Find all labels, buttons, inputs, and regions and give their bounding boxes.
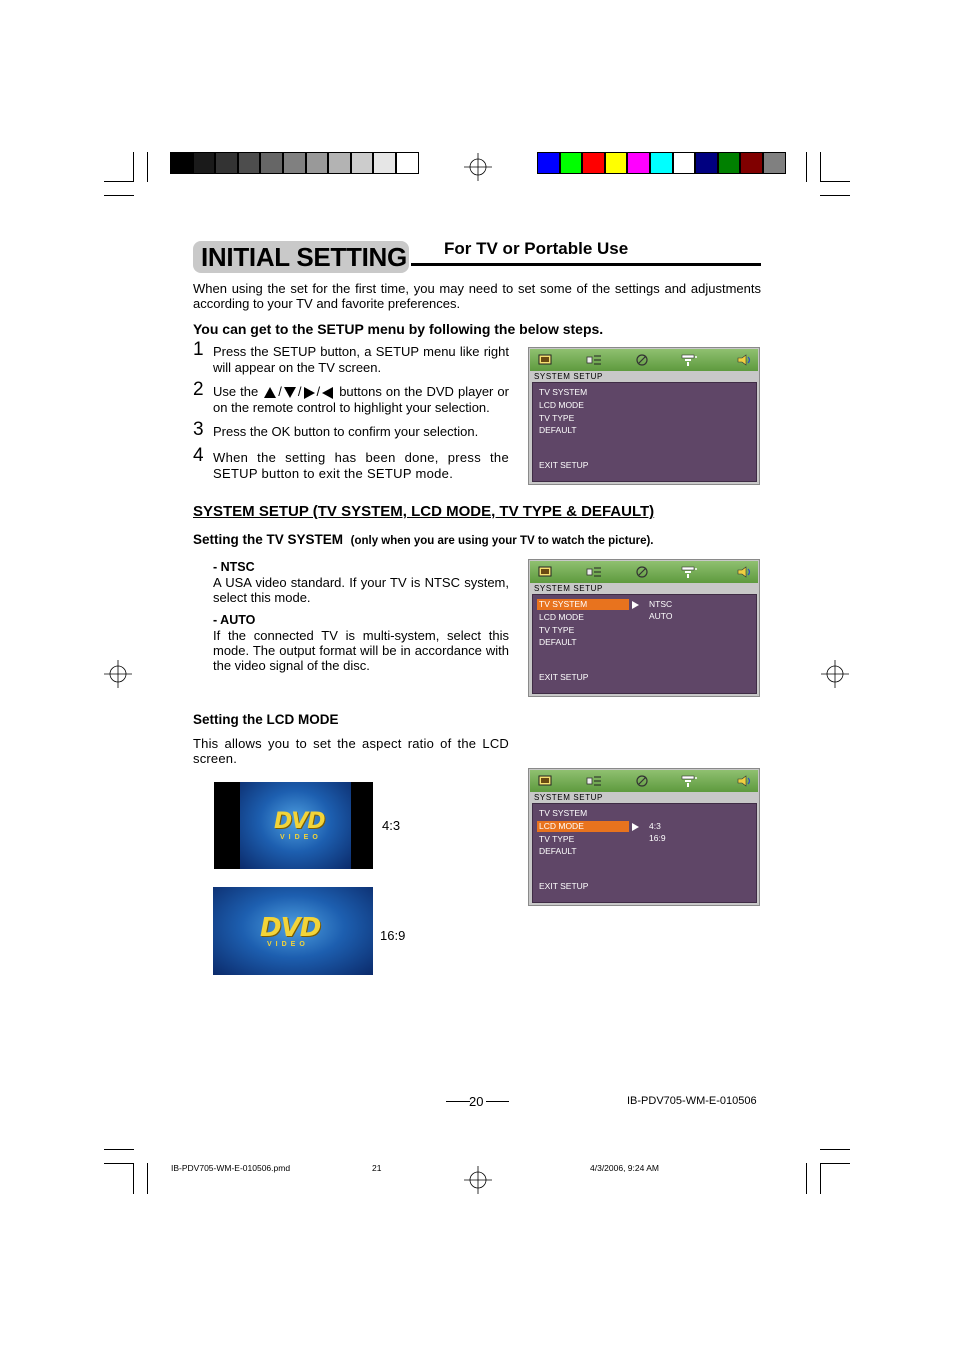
registration-mark-icon (464, 153, 492, 181)
auto-text: If the connected TV is multi-system, select this mode. The output format will be in accordance with the video signal of the disc. (213, 628, 509, 673)
page-number-rule (446, 1101, 470, 1102)
section-heading: SYSTEM SETUP (TV SYSTEM, LCD MODE, TV TYPE & DEFAULT) (193, 503, 655, 520)
menu-item[interactable]: TV SYSTEM (539, 599, 588, 609)
color-swatch (283, 152, 306, 174)
lcd-mode-text: This allows you to set the aspect ratio of the LCD screen. (193, 736, 509, 766)
tv-system-note: (only when you are using your TV to watch the picture). (350, 535, 654, 547)
color-swatch (306, 152, 329, 174)
menu-icon-bar (530, 349, 758, 371)
ntsc-label: - NTSC (213, 560, 255, 574)
step-number: 4 (193, 445, 204, 466)
color-swatch (718, 152, 741, 174)
color-swatch (560, 152, 583, 174)
menu-item[interactable]: DEFAULT (539, 637, 577, 647)
menu-item[interactable]: LCD MODE (539, 612, 584, 622)
menu-option[interactable]: 4:3 (649, 821, 661, 831)
color-swatch (627, 152, 650, 174)
file-page: 21 (372, 1163, 382, 1173)
aspect-label-16-9: 16:9 (380, 928, 406, 943)
auto-label: - AUTO (213, 613, 256, 627)
audio-icon (585, 774, 603, 788)
registration-mark-icon (464, 1166, 492, 1194)
tv-system-heading: Setting the TV SYSTEM (193, 532, 344, 547)
file-timestamp: 4/3/2006, 9:24 AM (590, 1163, 659, 1173)
menu-item[interactable]: TV TYPE (539, 625, 575, 635)
page-number-rule (486, 1101, 509, 1102)
dvd-image-4-3: DVD VIDEO (214, 782, 373, 869)
step-number: 3 (193, 419, 204, 440)
color-swatch (740, 152, 763, 174)
step-text: Press the SETUP button, a SETUP menu like right will appear on the TV screen. (213, 344, 509, 375)
audio-icon (585, 565, 603, 579)
color-swatch (351, 152, 374, 174)
page-title: INITIAL SETTING (201, 242, 407, 272)
left-arrow-icon (322, 387, 333, 399)
dvd-image-16-9: DVD VIDEO (213, 887, 373, 975)
menu-icon-bar (530, 770, 758, 792)
menu-icon-bar (530, 561, 758, 583)
menu-panel (532, 382, 757, 482)
color-swatch (537, 152, 560, 174)
color-swatch (650, 152, 673, 174)
color-swatch (695, 152, 718, 174)
menu-item[interactable]: TV TYPE (539, 834, 575, 844)
color-swatch (170, 152, 193, 174)
color-swatch (238, 152, 261, 174)
lcd-mode-menu-screen (528, 768, 760, 906)
step-text: Use the / / / buttons on the DVD player or on the remote control to highlight your selection. (213, 384, 509, 415)
menu-exit-item[interactable]: EXIT SETUP (539, 460, 589, 470)
color-swatch (215, 152, 238, 174)
up-arrow-icon (264, 387, 276, 398)
settings-icon (633, 774, 651, 788)
menu-arrow-icon (632, 823, 639, 831)
step-text: When the setting has been done, press the SETUP button to exit the SETUP mode. (213, 450, 509, 481)
color-swatch (260, 152, 283, 174)
tv-icon (536, 565, 554, 579)
registration-mark-icon (104, 660, 132, 688)
color-swatch (396, 152, 419, 174)
menu-title: SYSTEM SETUP (534, 793, 603, 802)
step-text: Press the OK button to confirm your selection. (213, 424, 479, 439)
menu-item[interactable]: TV TYPE (539, 413, 575, 423)
color-swatch (605, 152, 628, 174)
color-swatch (328, 152, 351, 174)
lcd-mode-heading: Setting the LCD MODE (193, 712, 339, 727)
speaker-icon (735, 565, 753, 579)
registration-mark-icon (821, 660, 849, 688)
tv-system-heading-row (193, 532, 654, 547)
color-swatch (373, 152, 396, 174)
color-swatch (763, 152, 786, 174)
menu-arrow-icon (632, 601, 639, 609)
speaker-icon (735, 774, 753, 788)
menu-item[interactable]: TV SYSTEM (539, 387, 588, 397)
menu-exit-item[interactable]: EXIT SETUP (539, 672, 589, 682)
preference-icon (680, 774, 698, 788)
menu-panel (532, 803, 757, 903)
step-number: 1 (193, 339, 204, 360)
preference-icon (680, 565, 698, 579)
menu-title: SYSTEM SETUP (534, 372, 603, 381)
menu-panel (532, 594, 757, 694)
right-arrow-icon (304, 387, 315, 399)
tv-system-menu-screen (528, 559, 760, 697)
color-swatch (582, 152, 605, 174)
steps-heading: You can get to the SETUP menu by following the below steps. (193, 321, 604, 337)
doc-code: IB-PDV705-WM-E-010506 (627, 1095, 757, 1107)
step-number: 2 (193, 379, 204, 400)
down-arrow-icon (284, 387, 296, 398)
file-name: IB-PDV705-WM-E-010506.pmd (171, 1163, 291, 1173)
color-swatch (673, 152, 696, 174)
tv-icon (536, 774, 554, 788)
menu-item[interactable]: DEFAULT (539, 425, 577, 435)
menu-option[interactable]: AUTO (649, 611, 673, 621)
preference-icon (680, 353, 698, 367)
page-number: 20 (469, 1094, 484, 1109)
aspect-label-4-3: 4:3 (382, 818, 401, 833)
menu-exit-item[interactable]: EXIT SETUP (539, 881, 589, 891)
page-subtitle: For TV or Portable Use (444, 239, 629, 258)
title-rule (411, 263, 761, 266)
menu-title: SYSTEM SETUP (534, 584, 603, 593)
speaker-icon (735, 353, 753, 367)
ntsc-text: A USA video standard. If your TV is NTSC system, select this mode. (213, 575, 509, 605)
settings-icon (633, 565, 651, 579)
intro-paragraph: When using the set for the first time, you may need to set some of the settings and adjustments according to your TV and favorite preferences. (193, 281, 761, 311)
audio-icon (585, 353, 603, 367)
menu-option[interactable]: 16:9 (649, 833, 666, 843)
menu-item[interactable]: TV SYSTEM (539, 808, 588, 818)
menu-item[interactable]: LCD MODE (539, 400, 584, 410)
menu-item[interactable]: LCD MODE (539, 821, 584, 831)
setup-menu-screen (528, 347, 760, 485)
color-swatch (193, 152, 216, 174)
tv-icon (536, 353, 554, 367)
menu-option[interactable]: NTSC (649, 599, 673, 609)
menu-item[interactable]: DEFAULT (539, 846, 577, 856)
settings-icon (633, 353, 651, 367)
